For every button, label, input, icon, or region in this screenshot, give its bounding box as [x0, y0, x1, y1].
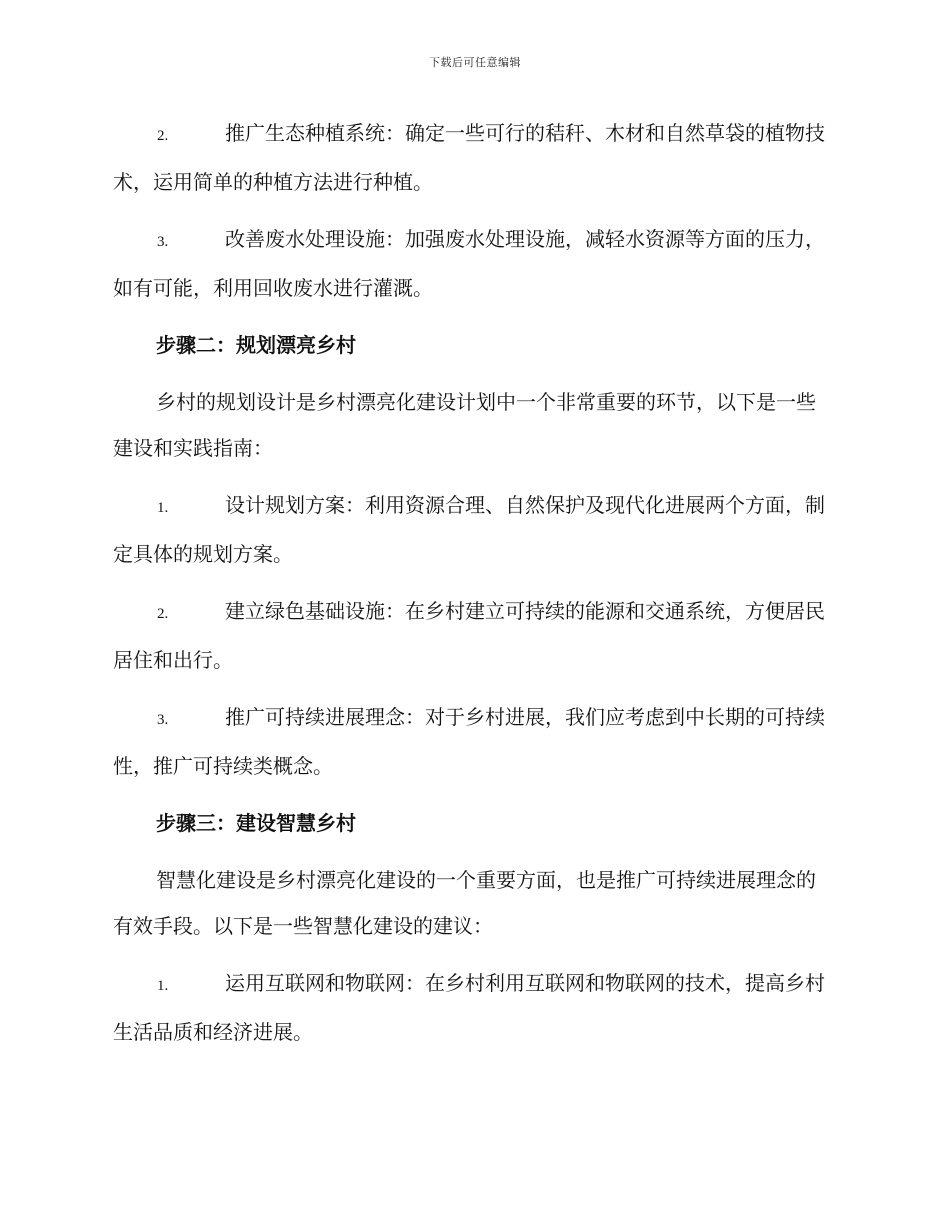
- list-item-text: 设计规划方案：利用资源合理、自然保护及现代化进展两个方面，制定具体的规划方案。: [113, 493, 825, 566]
- list-item-text: 改善废水处理设施：加强废水处理设施，减轻水资源等方面的压力，如有可能，利用回收废水进行灌溉。: [113, 227, 825, 300]
- list-item-sustainability: [113, 694, 833, 789]
- list-item-text: 推广生态种植系统：确定一些可行的秸秆、木材和自然草袋的植物技术，运用简单的种植方法进行种植。: [113, 121, 825, 194]
- list-item-text: 推广可持续进展理念：对于乡村进展，我们应考虑到中长期的可持续性，推广可持续类概念。: [113, 705, 825, 778]
- list-number: 1.: [157, 500, 169, 516]
- section-heading-step-two: 步骤二：规划漂亮乡村: [156, 333, 356, 357]
- list-item-wastewater: [113, 216, 833, 311]
- list-number: 3.: [157, 234, 169, 250]
- list-item-eco-planting: [113, 110, 833, 205]
- page-header: 下载后可任意编辑: [429, 56, 521, 69]
- list-item-design-plan: [113, 482, 833, 577]
- list-item-green-infrastructure: [113, 588, 833, 683]
- list-item-internet-iot: [113, 960, 833, 1055]
- section-heading-step-three: 步骤三：建设智慧乡村: [156, 811, 356, 835]
- list-number: 2.: [157, 606, 169, 622]
- document-body: [113, 110, 833, 1066]
- list-number: 2.: [157, 128, 169, 144]
- paragraph-planning-intro: 乡村的规划设计是乡村漂亮化建设计划中一个非常重要的环节，以下是一些建设和实践指南：: [113, 390, 816, 460]
- list-number: 3.: [157, 712, 169, 728]
- list-item-text: 运用互联网和物联网：在乡村利用互联网和物联网的技术，提高乡村生活品质和经济进展。: [113, 971, 825, 1044]
- list-number: 1.: [157, 978, 169, 994]
- list-item-text: 建立绿色基础设施：在乡村建立可持续的能源和交通系统，方便居民居住和出行。: [113, 599, 825, 672]
- paragraph-smart-intro: 智慧化建设是乡村漂亮化建设的一个重要方面，也是推广可持续进展理念的有效手段。以下是一些智慧化建设的建议：: [113, 868, 816, 938]
